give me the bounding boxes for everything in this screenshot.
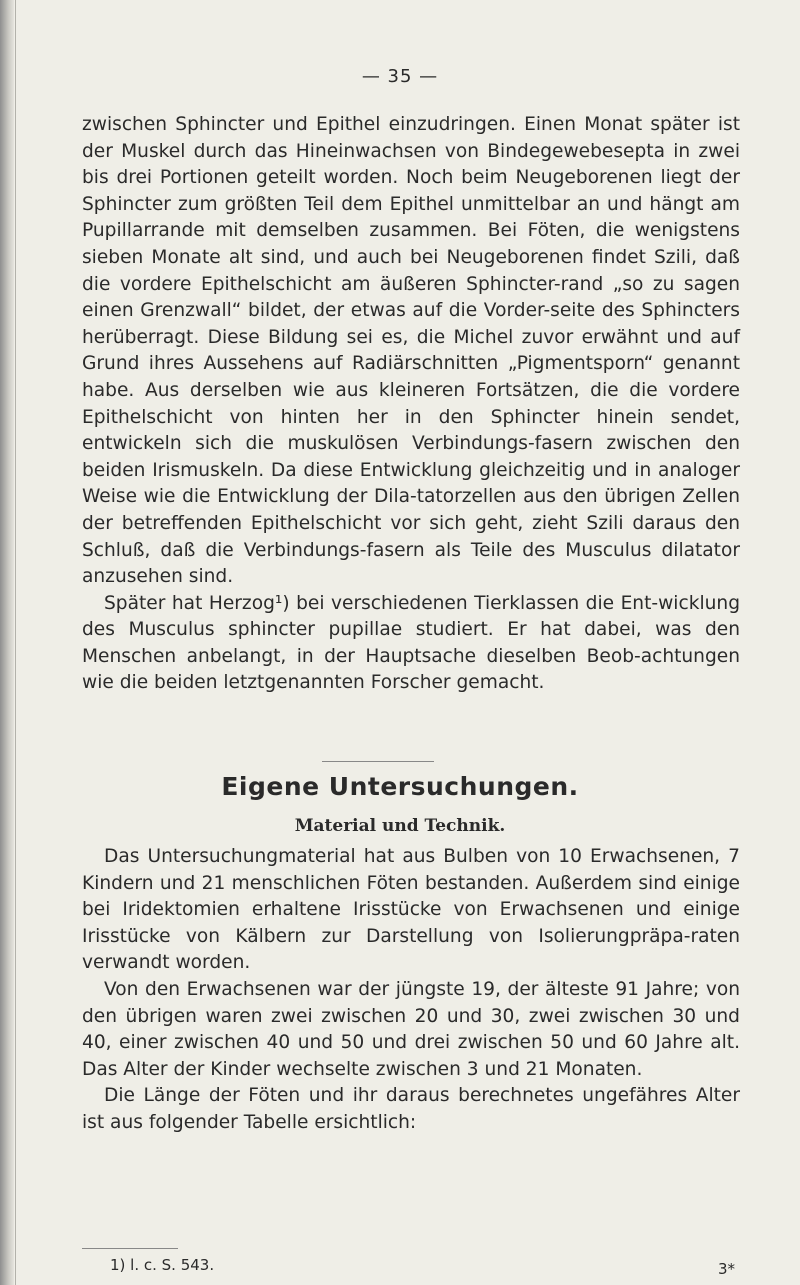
signature-mark: 3* [718, 1260, 736, 1278]
page-number: — 35 — [361, 66, 439, 87]
section-divider [322, 761, 434, 762]
section-subheading: Material und Technik. [294, 816, 506, 836]
paragraph: Später hat Herzog¹) bei verschiedenen Tierklassen die Ent-wicklung des Musculus sphincter pupillae studiert. Er hat dabei, was den Menschen anbelangt, in der Hauptsache dieselben Beob-achtungen wie die beiden letztgenannten Forscher gemacht. [82, 592, 740, 694]
paragraph: Von den Erwachsenen war der jüngste 19, der älteste 91 Jahre; von den übrigen waren zwei zwischen 20 und 30, zwei zwischen 30 und 40, einer zwischen 40 und 50 und drei zwischen 50 und 60 Jahre alt. Das Alter der Kinder wechselte zwischen 3 und 21 Monaten. [82, 978, 740, 1080]
book-binding-shadow [0, 0, 14, 1285]
paragraph: Das Untersuchungmaterial hat aus Bulben von 10 Erwachsenen, 7 Kindern und 21 menschlichen Föten bestanden. Außerdem sind einige bei Iridektomien erhaltene Irisstücke von Erwachsenen und einige Irisstücke von Kälbern zur Darstellung von Isolierungpräpa-raten verwandt worden. [82, 846, 740, 974]
footnote: 1) l. c. S. 543. [110, 1256, 215, 1274]
section-heading: Eigene Untersuchungen. [221, 772, 579, 801]
paragraph: zwischen Sphincter und Epithel einzudringen. Einen Monat später ist der Muskel durch das Hineinwachsen von Bindegewebesepta in zwei bis drei Portionen geteilt worden. Noch beim Neugeborenen liegt der Sphincter zum größten Teil dem Epithel unmittelbar an und hängt am Pupillarrande mit demselben zusammen. Bei Föten, die wenigstens sieben Monate alt sind, und auch bei Neugeborenen findet Szili, daß die vordere Epithelschicht am äußeren Sphincter-rand „so zu sagen einen Grenzwall“ bildet, der etwas auf die Vorder-seite des Sphincters herüberragt. Diese Bildung sei es, die Michel zuvor erwähnt und auf Grund ihres Aussehens auf Radiärschnitten „Pigmentsporn“ genannt habe. Aus derselben wie aus kleineren Fortsätzen, die die vordere Epithelschicht von hinten her in den Sphincter hinein sendet, entwickeln sich die muskulösen Verbindungs-fasern zwischen den beiden Irismuskeln. Da diese Entwicklung gleichzeitig und in analoger Weise wie die Entwicklung der Dila-tatorzellen aus den übrigen Zellen der betreffenden Epithelschicht vor sich geht, zieht Szili daraus den Schluß, daß die Verbindungs-fasern als Teile des Musculus dilatator anzusehen sind. [82, 114, 740, 588]
binding-edge [15, 0, 16, 1285]
footnote-divider [82, 1248, 178, 1249]
body-text-part2 [82, 844, 740, 1137]
paragraph: Die Länge der Föten und ihr daraus berechnetes ungefähres Alter ist aus folgender Tabelle ersichtlich: [82, 1085, 740, 1133]
body-text-part1 [82, 112, 740, 697]
